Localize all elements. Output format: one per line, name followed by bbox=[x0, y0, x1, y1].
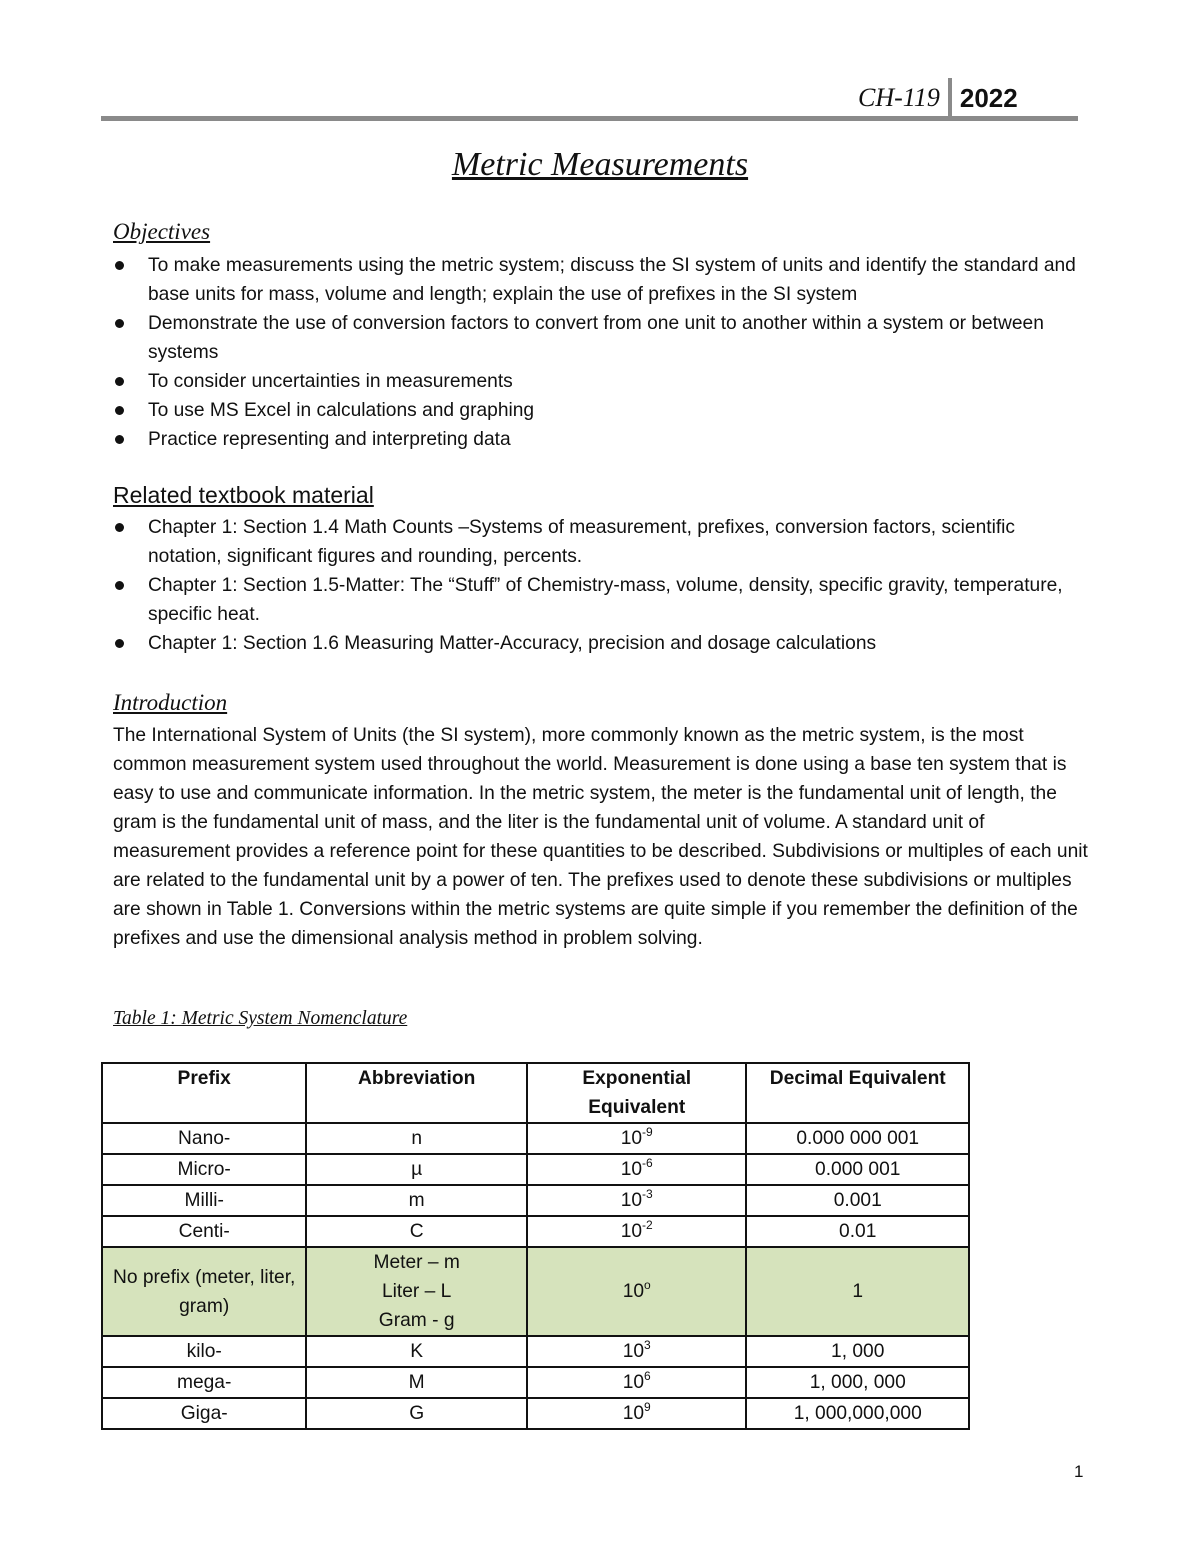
list-item: Chapter 1: Section 1.4 Math Counts –Systems of measurement, prefixes, conversion factors, scientific notation, significant figures and rounding, percents. bbox=[113, 513, 1088, 571]
prefix-cell: Milli- bbox=[102, 1185, 306, 1216]
prefix-cell: kilo- bbox=[102, 1336, 306, 1367]
prefix-cell: Giga- bbox=[102, 1398, 306, 1429]
table-caption: Table 1: Metric System Nomenclature bbox=[113, 1008, 408, 1029]
decimal-cell: 1, 000 bbox=[746, 1336, 969, 1367]
related-heading: Related textbook material bbox=[113, 482, 374, 508]
abbreviation-cell: K bbox=[306, 1336, 527, 1367]
exponential-cell bbox=[527, 1398, 747, 1429]
table-row bbox=[102, 1216, 969, 1247]
exponent-base: 10 bbox=[620, 1190, 643, 1211]
exponential-cell bbox=[527, 1216, 747, 1247]
page-number: 1 bbox=[1074, 1462, 1084, 1481]
exponent-power: 3 bbox=[644, 1337, 651, 1352]
abbreviation-line: Meter – m bbox=[373, 1252, 460, 1273]
abbreviation-cell: M bbox=[306, 1367, 527, 1398]
abbreviation-cell: µ bbox=[306, 1154, 527, 1185]
exponent-power: -6 bbox=[642, 1155, 653, 1170]
course-year: 2022 bbox=[959, 82, 1018, 113]
exponent-base: 10 bbox=[620, 1159, 643, 1180]
exponent-base: 10 bbox=[622, 1403, 645, 1424]
abbreviation-cell: C bbox=[306, 1216, 527, 1247]
prefix-cell: Nano- bbox=[102, 1123, 306, 1154]
exponent-power: o bbox=[644, 1277, 651, 1292]
list-item: To consider uncertainties in measurements bbox=[113, 367, 1088, 396]
list-item: Chapter 1: Section 1.5-Matter: The “Stuff” of Chemistry-mass, volume, density, specific gravity, temperature, specific heat. bbox=[113, 571, 1088, 629]
prefix-cell: Micro- bbox=[102, 1154, 306, 1185]
exponent-base: 10 bbox=[622, 1341, 645, 1362]
decimal-cell: 1, 000,000,000 bbox=[746, 1398, 969, 1429]
exponent-base: 10 bbox=[620, 1128, 643, 1149]
table-row bbox=[102, 1154, 969, 1185]
course-code: CH-119 bbox=[858, 83, 940, 112]
list-item: Chapter 1: Section 1.6 Measuring Matter-Accuracy, precision and dosage calculations bbox=[113, 629, 1088, 658]
exponential-cell bbox=[527, 1123, 747, 1154]
abbreviation-cell bbox=[306, 1247, 527, 1336]
decimal-cell: 0.000 000 001 bbox=[746, 1123, 969, 1154]
exponential-cell bbox=[527, 1247, 747, 1336]
prefix-cell: Centi- bbox=[102, 1216, 306, 1247]
header-divider bbox=[948, 78, 952, 118]
table-row bbox=[102, 1123, 969, 1154]
abbreviation-line: Liter – L bbox=[381, 1281, 452, 1302]
list-item: Demonstrate the use of conversion factors to convert from one unit to another within a system or between systems bbox=[113, 309, 1088, 367]
abbreviation-line: Gram - g bbox=[378, 1310, 455, 1331]
exponent-base: 10 bbox=[622, 1372, 645, 1393]
introduction-heading: Introduction bbox=[113, 690, 228, 715]
exponent-base: 10 bbox=[620, 1221, 643, 1242]
exponential-cell bbox=[527, 1336, 747, 1367]
table-row bbox=[102, 1185, 969, 1216]
abbreviation-cell: G bbox=[306, 1398, 527, 1429]
column-header: Prefix bbox=[102, 1063, 306, 1123]
table-row bbox=[102, 1398, 969, 1429]
list-item: To make measurements using the metric system; discuss the SI system of units and identify the standard and base units for mass, volume and length; explain the use of prefixes in the SI system bbox=[113, 251, 1088, 309]
exponential-cell bbox=[527, 1185, 747, 1216]
column-header: Exponential Equivalent bbox=[527, 1063, 747, 1123]
abbreviation-cell: n bbox=[306, 1123, 527, 1154]
related-list bbox=[113, 513, 1088, 658]
decimal-cell: 0.001 bbox=[746, 1185, 969, 1216]
page-title: Metric Measurements bbox=[451, 146, 749, 183]
exponent-power: -3 bbox=[642, 1186, 653, 1201]
exponent-power: -9 bbox=[642, 1124, 653, 1139]
decimal-cell: 1 bbox=[746, 1247, 969, 1336]
prefix-cell: No prefix (meter, liter, gram) bbox=[102, 1247, 306, 1336]
abbreviation-cell: m bbox=[306, 1185, 527, 1216]
objectives-list bbox=[113, 251, 1088, 454]
decimal-cell: 0.000 001 bbox=[746, 1154, 969, 1185]
metric-prefix-table bbox=[101, 1062, 970, 1430]
exponential-cell bbox=[527, 1367, 747, 1398]
table-header-row bbox=[102, 1063, 969, 1123]
list-item: To use MS Excel in calculations and graphing bbox=[113, 396, 1088, 425]
column-header: Abbreviation bbox=[306, 1063, 527, 1123]
table-row bbox=[102, 1336, 969, 1367]
table-row-base-units bbox=[102, 1247, 969, 1336]
introduction-paragraph: The International System of Units (the SI system), more commonly known as the metric system, is the most common measurement system used throughout the world. Measurement is done using a base ten system that is easy to use and communicate information. In the metric system, the meter is the fundamental unit of length, the gram is the fundamental unit of mass, and the liter is the fundamental unit of volume. A standard unit of measurement provides a reference point for these quantities to be described. Subdivisions or multiples of each unit are related to the fundamental unit by a power of ten. The prefixes used to denote these subdivisions or multiples are shown in Table 1. Conversions within the metric systems are quite simple if you remember the definition of the prefixes and use the dimensional analysis method in problem solving. bbox=[113, 725, 1088, 949]
exponent-power: 6 bbox=[644, 1368, 651, 1383]
prefix-cell: mega- bbox=[102, 1367, 306, 1398]
exponent-power: 9 bbox=[644, 1399, 651, 1414]
exponent-power: -2 bbox=[642, 1217, 653, 1232]
exponent-base: 10 bbox=[622, 1281, 645, 1302]
exponential-cell bbox=[527, 1154, 747, 1185]
list-item: Practice representing and interpreting data bbox=[113, 425, 1088, 454]
table-row bbox=[102, 1367, 969, 1398]
decimal-cell: 1, 000, 000 bbox=[746, 1367, 969, 1398]
objectives-heading: Objectives bbox=[113, 219, 211, 244]
decimal-cell: 0.01 bbox=[746, 1216, 969, 1247]
page-header bbox=[858, 78, 1018, 118]
column-header: Decimal Equivalent bbox=[746, 1063, 969, 1123]
header-rule bbox=[101, 116, 1078, 121]
